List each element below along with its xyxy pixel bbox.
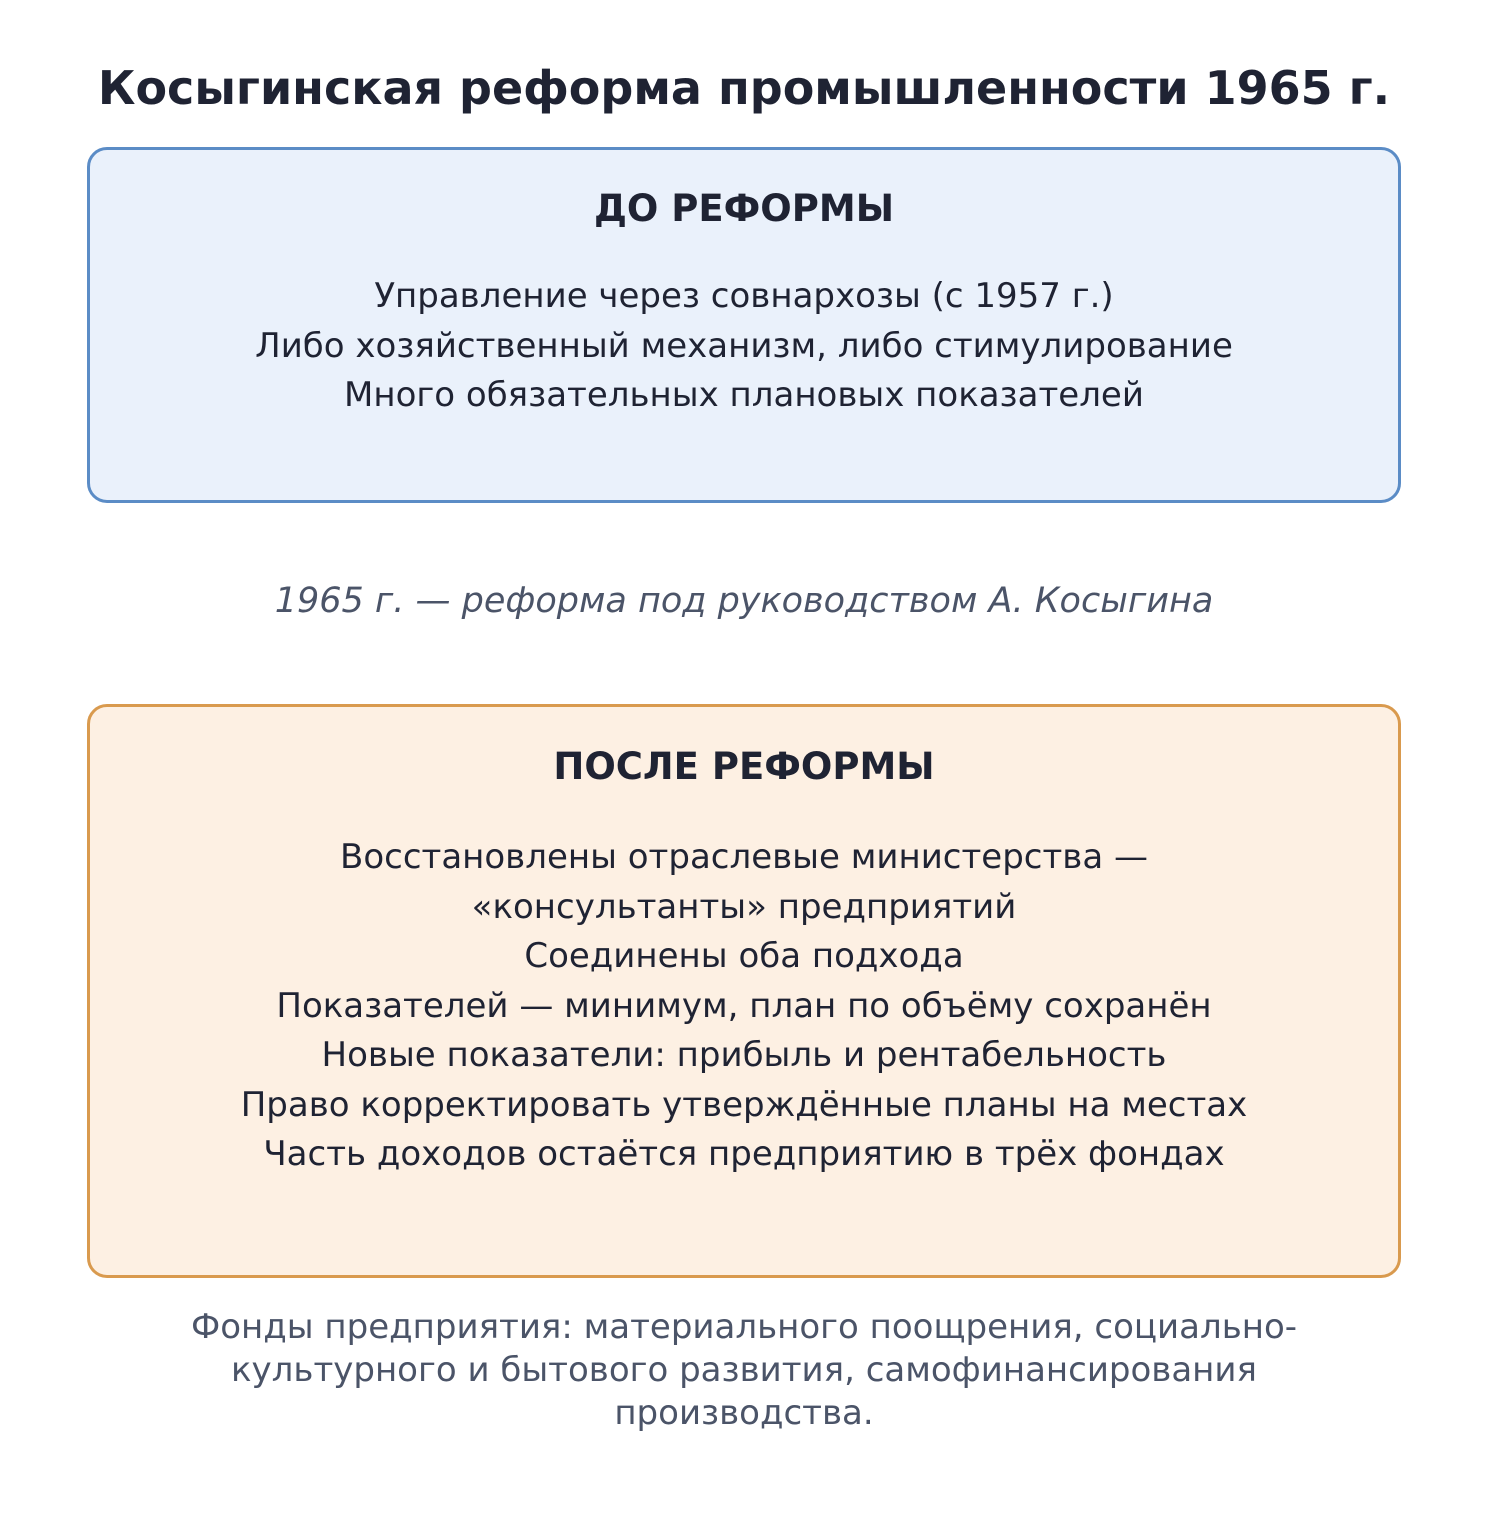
after-reform-item: Показателей — минимум, план по объёму сохранён (276, 985, 1212, 1026)
diagram-title: Косыгинская реформа промышленности 1965 г. (97, 61, 1391, 115)
after-reform-item: Восстановлены отраслевые министерства — (340, 837, 1148, 877)
before-reform-list (90, 272, 1398, 421)
after-reform-item: Право корректировать утверждённые планы на местах (240, 1084, 1248, 1125)
transition-caption: 1965 г. — реформа под руководством А. Косыгина (274, 581, 1214, 621)
after-reform-item: Новые показатели: прибыль и рентабельность (321, 1035, 1167, 1075)
after-reform-heading: ПОСЛЕ РЕФОРМЫ (553, 745, 935, 788)
after-reform-item: «консультанты» предприятий (471, 886, 1017, 927)
after-reform-item: Соединены оба подхода (524, 936, 964, 976)
before-reform-item: Управление через совнархозы (с 1957 г.) (374, 276, 1114, 316)
before-reform-item: Много обязательных плановых показателей (344, 375, 1144, 415)
before-reform-box (87, 147, 1401, 503)
after-reform-box (87, 704, 1401, 1278)
before-reform-heading: ДО РЕФОРМЫ (593, 187, 895, 230)
after-reform-item: Часть доходов остаётся предприятию в трёх фондах (263, 1134, 1225, 1174)
after-reform-list (90, 833, 1398, 1180)
before-reform-item: Либо хозяйственный механизм, либо стимулирование (255, 325, 1233, 366)
funds-footnote: Фонды предприятия: материального поощрения, социально-культурного и бытового развития, самофинансирования производства. (190, 1307, 1298, 1433)
